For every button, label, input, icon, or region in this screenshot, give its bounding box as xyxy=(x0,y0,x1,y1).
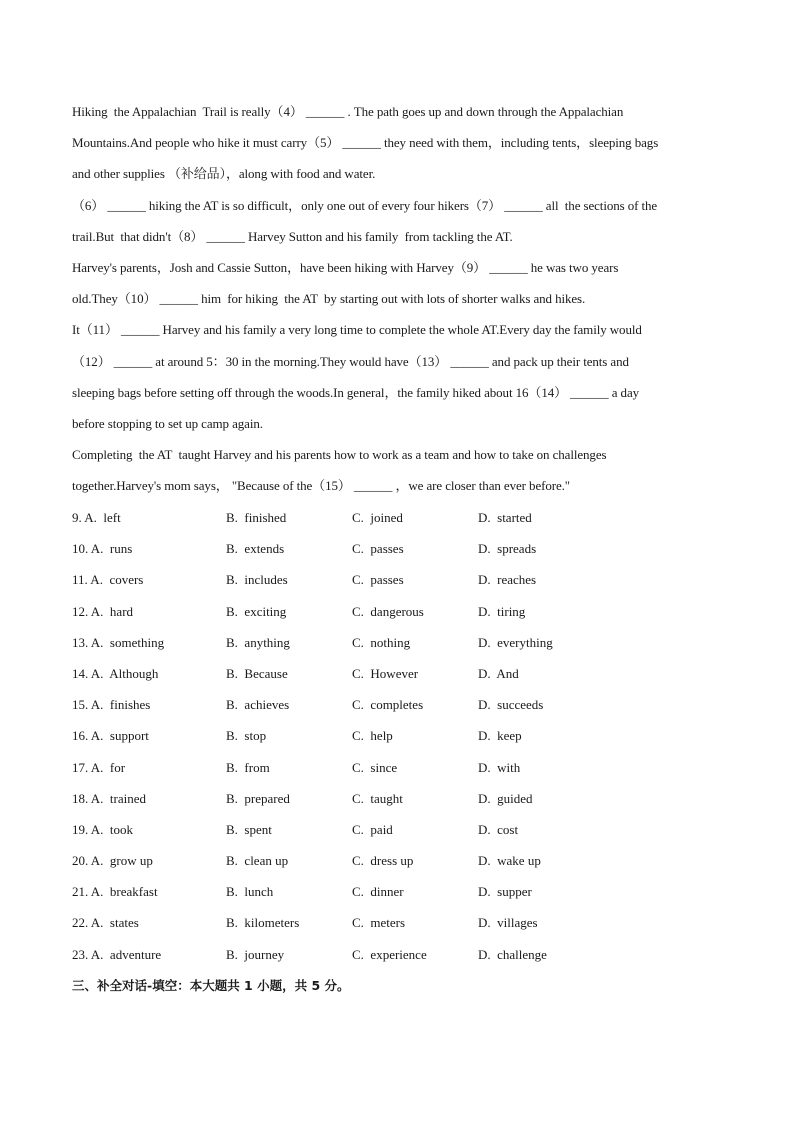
option-c: C. joined xyxy=(352,510,403,525)
option-b: B. spent xyxy=(226,821,272,837)
option-b: B. includes xyxy=(226,572,288,588)
question-row xyxy=(72,907,722,938)
option-a: 15. A. finishes xyxy=(72,697,151,713)
section-heading: 三、补全对话-填空：本大题共 1 小题，共 5 分。 xyxy=(72,978,350,993)
option-b: B. prepared xyxy=(226,790,290,806)
option-c: C. help xyxy=(352,728,393,744)
option-c: C. experience xyxy=(352,946,427,962)
option-b: B. lunch xyxy=(226,884,274,900)
option-d: D. cost xyxy=(478,821,519,837)
passage-line: （12） ______ at around 5：30 in the morning.They would have（13） ______ and pack up their tents and xyxy=(72,353,629,369)
passage-line: It（11） ______ Harvey and his family a very long time to complete the whole AT.Every day the family would xyxy=(72,322,642,338)
option-d: D. tiring xyxy=(478,603,526,619)
cloze-passage xyxy=(72,96,722,501)
option-c: C. completes xyxy=(352,697,424,713)
option-b: B. extends xyxy=(226,541,285,557)
question-row xyxy=(72,876,722,907)
question-row xyxy=(72,814,722,845)
question-row xyxy=(72,720,722,751)
option-b: B. exciting xyxy=(226,603,287,619)
option-b: B. anything xyxy=(226,634,290,650)
option-a: 10. A. runs xyxy=(72,541,133,557)
option-d: D. challenge xyxy=(478,946,547,962)
option-b: B. achieves xyxy=(226,697,290,713)
option-c: C. passes xyxy=(352,541,404,557)
passage-line: Hiking the Appalachian Trail is really（4） ______ . The path goes up and down through the Appalachian xyxy=(72,104,624,119)
option-d: D. started xyxy=(478,510,532,525)
passage-line: old.They（10） ______ him for hiking the AT by starting out with lots of shorter walks and hikes. xyxy=(72,291,586,307)
option-a: 17. A. for xyxy=(72,759,126,775)
option-b: B. finished xyxy=(226,510,287,525)
option-c: C. dangerous xyxy=(352,603,424,619)
option-d: D. reaches xyxy=(478,572,537,588)
option-a: 14. A. Although xyxy=(72,665,159,681)
option-a: 22. A. states xyxy=(72,915,139,931)
option-c: C. taught xyxy=(352,790,403,806)
option-c: C. However xyxy=(352,665,419,681)
passage-line: Mountains.And people who hike it must carry（5） ______ they need with them，including tents，sleeping bags xyxy=(72,135,659,151)
question-row xyxy=(72,596,722,627)
question-row xyxy=(72,627,722,658)
question-row xyxy=(72,564,722,595)
option-a: 11. A. covers xyxy=(72,572,144,588)
option-c: C. nothing xyxy=(352,634,411,650)
option-a: 23. A. adventure xyxy=(72,946,162,962)
question-row xyxy=(72,658,722,689)
option-b: B. Because xyxy=(226,665,288,681)
option-a: 16. A. support xyxy=(72,728,149,744)
option-c: C. dress up xyxy=(352,853,414,869)
question-row xyxy=(72,939,722,970)
option-a: 18. A. trained xyxy=(72,790,147,806)
option-d: D. And xyxy=(478,665,519,681)
option-d: D. wake up xyxy=(478,853,541,869)
option-d: D. with xyxy=(478,759,521,775)
option-d: D. keep xyxy=(478,728,522,744)
option-b: B. stop xyxy=(226,728,267,744)
option-c: C. meters xyxy=(352,915,406,931)
passage-line: sleeping bags before setting off through the woods.In general，the family hiked about 16（14） ______ a day xyxy=(72,384,640,400)
passage-line: Completing the AT taught Harvey and his parents how to work as a team and how to take on challenges xyxy=(72,447,607,463)
option-a: 19. A. took xyxy=(72,821,134,837)
option-d: D. spreads xyxy=(478,541,537,557)
option-b: B. journey xyxy=(226,946,285,962)
question-row xyxy=(72,689,722,720)
passage-line: and other supplies （补给品），along with food and water. xyxy=(72,166,376,182)
option-d: D. everything xyxy=(478,634,553,650)
option-b: B. clean up xyxy=(226,853,289,869)
option-c: C. paid xyxy=(352,821,393,837)
question-row xyxy=(72,502,722,533)
option-b: B. from xyxy=(226,759,270,775)
question-row xyxy=(72,752,722,783)
option-d: D. supper xyxy=(478,884,532,900)
passage-line: trail.But that didn't（8） ______ Harvey Sutton and his family from tackling the AT. xyxy=(72,228,513,244)
option-c: C. passes xyxy=(352,572,404,588)
passage-line: together.Harvey's mom says， "Because of the（15） ______ ，we are closer than ever before." xyxy=(72,478,570,494)
question-row xyxy=(72,533,722,564)
answer-options xyxy=(72,502,722,970)
question-row xyxy=(72,845,722,876)
option-a: 9. A. left xyxy=(72,510,121,525)
option-d: D. guided xyxy=(478,790,533,806)
option-a: 21. A. breakfast xyxy=(72,884,158,900)
option-c: C. since xyxy=(352,759,398,775)
passage-line: before stopping to set up camp again. xyxy=(72,415,263,431)
option-a: 12. A. hard xyxy=(72,603,134,619)
question-row xyxy=(72,783,722,814)
option-b: B. kilometers xyxy=(226,915,300,931)
option-c: C. dinner xyxy=(352,884,404,900)
option-d: D. villages xyxy=(478,915,538,931)
option-a: 13. A. something xyxy=(72,634,165,650)
option-a: 20. A. grow up xyxy=(72,853,153,869)
passage-line: Harvey's parents，Josh and Cassie Sutton，have been hiking with Harvey（9） ______ he was two years xyxy=(72,259,619,275)
option-d: D. succeeds xyxy=(478,697,544,713)
passage-line: （6） ______ hiking the AT is so difficult，only one out of every four hikers（7） ______ all the sections of the xyxy=(72,197,658,213)
